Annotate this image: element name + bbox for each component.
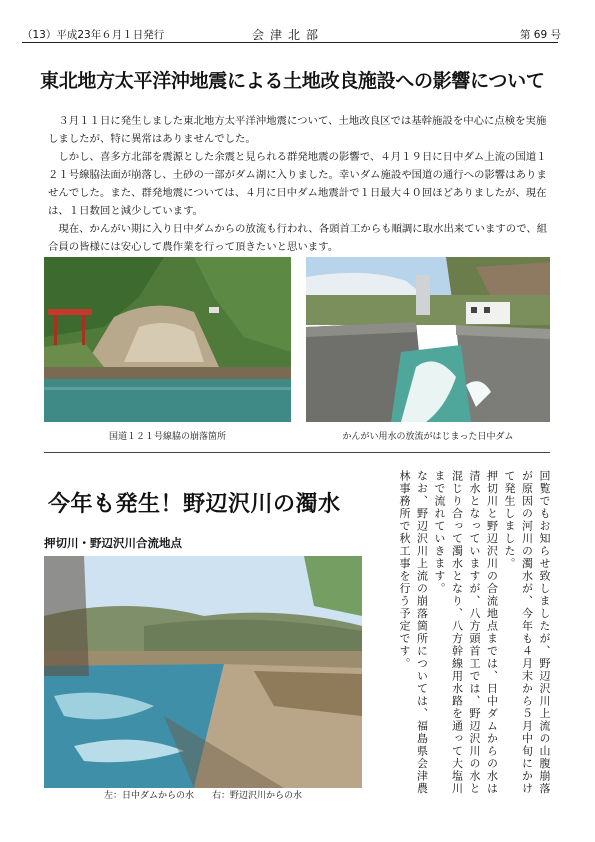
issue-date: （13）平成23年６月１日発行 (22, 29, 165, 41)
article1-paragraph: ３月１１日に発生しました東北地方太平洋沖地震について、土地改良区では基幹施設を中心に点検を実施しましたが、特に異常はありませんでした。 (48, 115, 547, 145)
photo1-caption: 国道１２１号線脇の崩落箇所 (108, 432, 226, 442)
article2-body-vertical (375, 470, 553, 800)
landslide-photo (44, 257, 291, 422)
photo2-caption: かんがい用水の放流がはじまった日中ダム (342, 432, 514, 442)
article1-paragraph: 現在、かんがい期に入り日中ダムからの放流も行われ、各頭首工からも順調に取水出来ていますので、組合員の皆様には安心して農作業を行って頂きたいと思います。 (48, 223, 548, 253)
newsletter-district: 会津北部 (252, 28, 325, 42)
river-confluence-photo (44, 556, 362, 788)
header-divider (22, 42, 558, 43)
photo3-caption: 左：日中ダムからの水 右：野辺沢川からの水 (103, 791, 302, 801)
article1-paragraph: しかし、喜多方北部を震源とした余震と見られる群発地震の影響で、４月１９日に日中ダム上流の国道１２１号線脇法面が崩落し、土砂の一部がダム湖に入りました。幸いダム施設や国道の通行への影響はありませんでした。また、群発地震については、４月に日中ダム地震計で１日最大４０回ほどありましたが、現在は、１日数回と減少しています。 (48, 151, 547, 217)
article2-paragraph: 回覧でもお知らせ致しましたが、野辺沢川上流の山腹崩落が原因の河川の濁水が、今年も４月末から５月中旬にかけて発生しました。 (503, 470, 551, 795)
article1-body (48, 112, 550, 256)
article2-title: 今年も発生！野辺沢川の濁水 (48, 492, 341, 517)
section-divider (44, 452, 550, 453)
article2-paragraph: 押切川と野辺沢川の合流地点までは、日中ダムからの水は清水となっていますが、八方頭首工では、野辺沢川の水と混じり合って濁水となり、八方幹線用水路を通って大塩川まで流れていきます。 (433, 470, 499, 795)
article1-title: 東北地方太平洋沖地震による土地改良施設への影響について (40, 70, 545, 92)
dam-discharge-photo (306, 257, 550, 422)
issue-number: 第 69 号 (519, 29, 561, 41)
article2-subtitle: 押切川・野辺沢川合流地点 (44, 536, 182, 550)
article2-paragraph: なお、野辺沢川上流の崩落箇所については、福島県会津農林事務所で秋工事を行う予定です。 (398, 470, 429, 795)
